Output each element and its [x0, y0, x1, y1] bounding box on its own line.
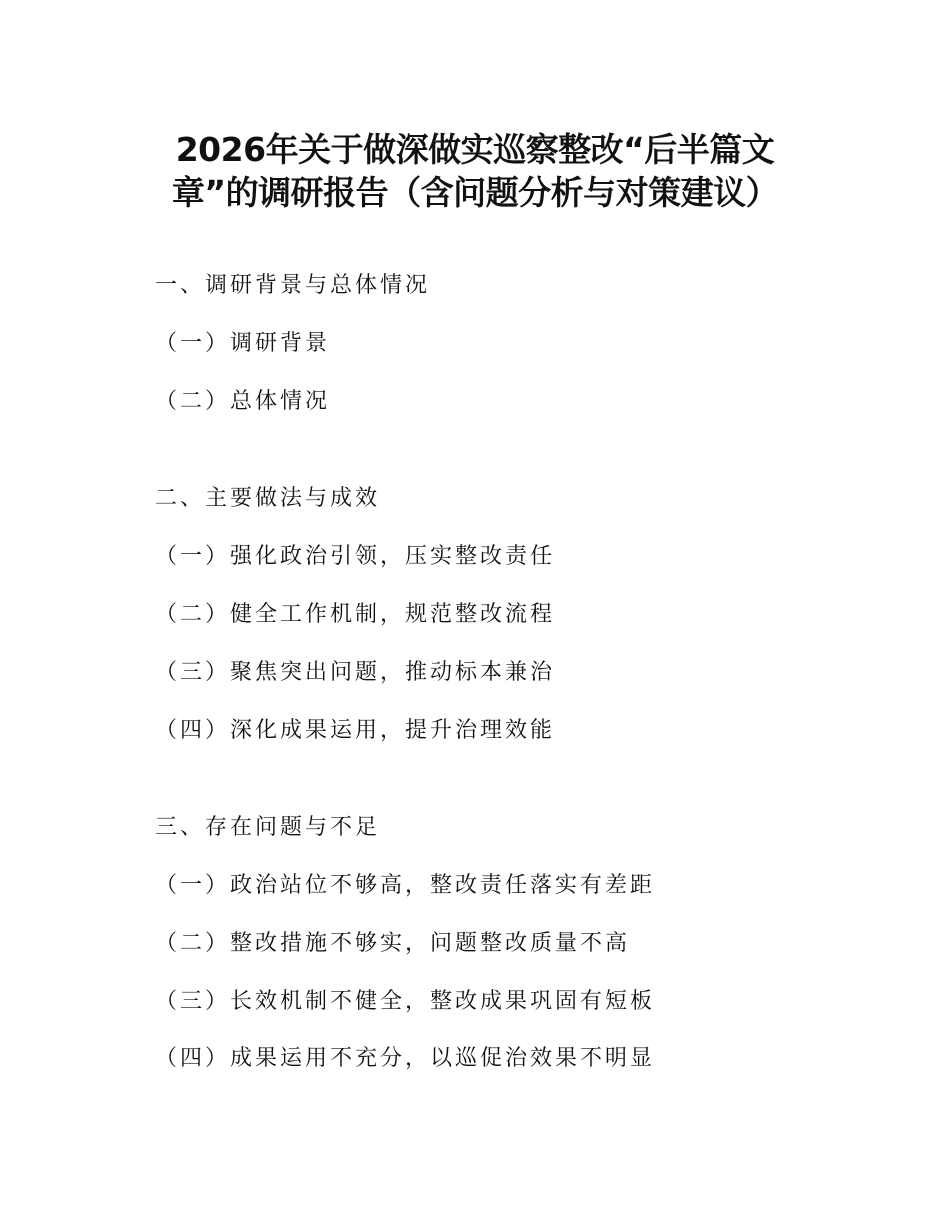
- document-title-line-2: 章”的调研报告（含问题分析与对策建议）: [171, 173, 779, 212]
- outline-item: （一）调研背景: [155, 331, 331, 356]
- outline-item: （一）强化政治引领，压实整改责任: [155, 544, 556, 569]
- section-heading: 三、存在问题与不足: [155, 815, 381, 840]
- outline-item: （二）总体情况: [155, 389, 331, 414]
- outline-item: （三）长效机制不健全，整改成果巩固有短板: [155, 989, 656, 1014]
- document-title-line-1: 2026年关于做深做实巡察整改“后半篇文: [175, 130, 775, 169]
- outline-item: （一）政治站位不够高，整改责任落实有差距: [155, 873, 656, 898]
- outline-item: （二）健全工作机制，规范整改流程: [155, 602, 556, 627]
- outline-item: （三）聚焦突出问题，推动标本兼治: [155, 660, 556, 685]
- outline-item: （二）整改措施不够实，问题整改质量不高: [155, 931, 631, 956]
- section-heading: 一、调研背景与总体情况: [155, 273, 431, 298]
- section-heading: 二、主要做法与成效: [155, 486, 381, 511]
- outline-item: （四）深化成果运用，提升治理效能: [155, 718, 556, 743]
- outline-item: （四）成果运用不充分，以巡促治效果不明显: [155, 1046, 656, 1071]
